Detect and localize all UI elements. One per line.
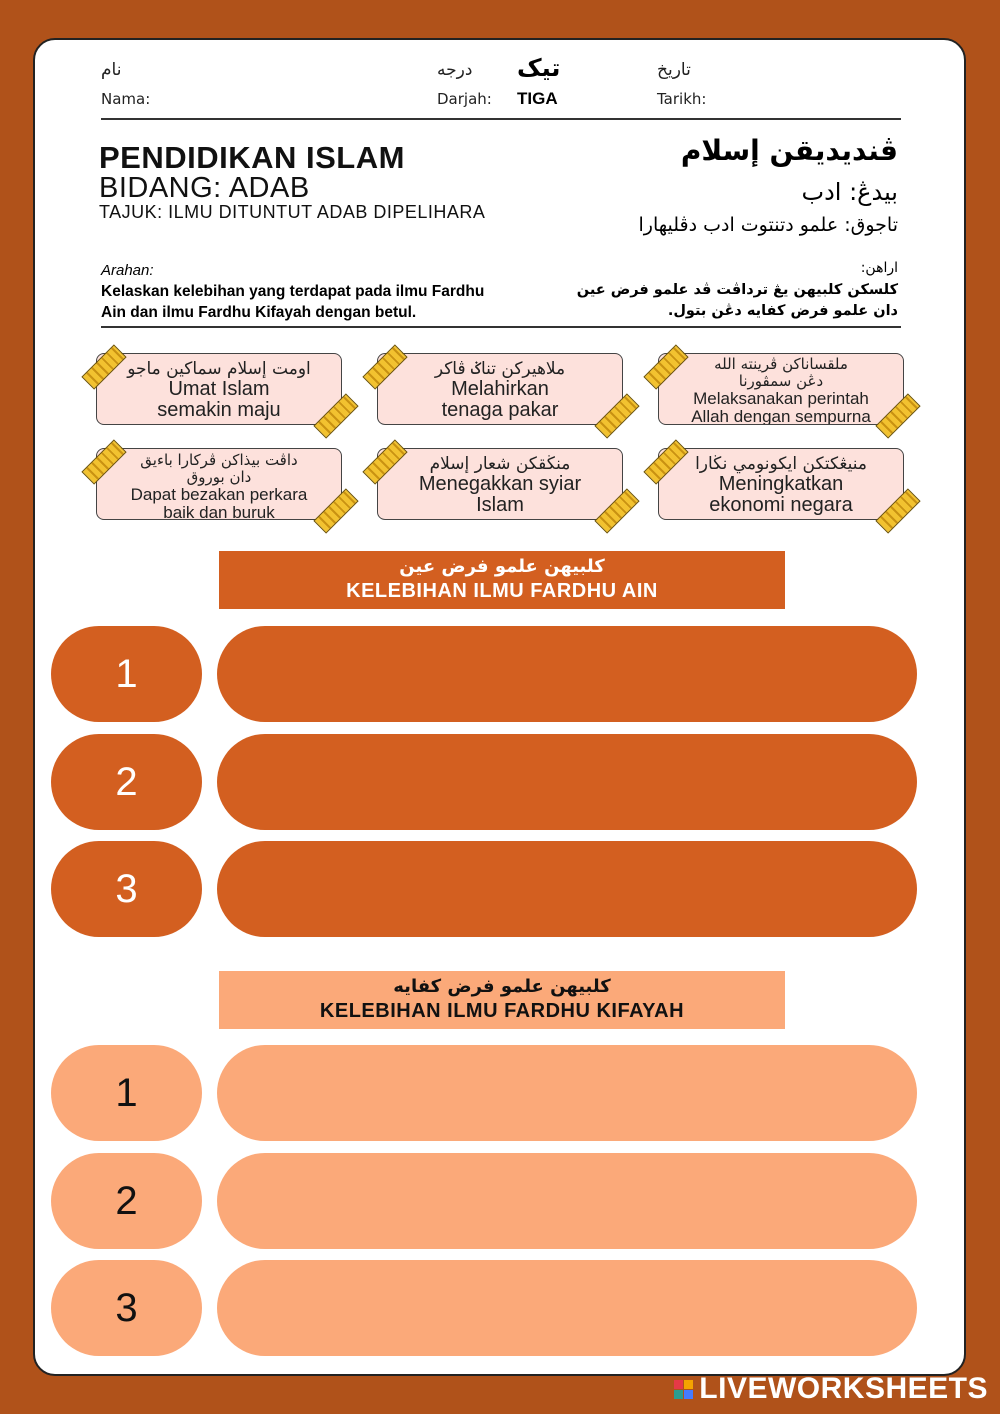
card-text: Islam bbox=[476, 494, 524, 516]
arahan-text-line: Ain dan ilmu Fardhu Kifayah dengan betul. bbox=[101, 304, 417, 321]
answer-card-perintah-allah[interactable] bbox=[658, 353, 904, 425]
answer-card-tenaga-pakar[interactable] bbox=[377, 353, 623, 425]
arahan-label: Arahan: bbox=[101, 262, 154, 279]
arahan-text-arabic-line: دان علمو فرض كفايه دڠن بتول. bbox=[667, 303, 898, 319]
tarikh-label: Tarikh: bbox=[657, 90, 707, 108]
page-title-arabic: ڤنديديقن إسلام bbox=[680, 134, 898, 167]
nama-label-arabic: نام bbox=[101, 60, 122, 80]
kifayah-drop-zone-2[interactable] bbox=[217, 1153, 917, 1249]
answer-card-syiar-islam[interactable] bbox=[377, 448, 623, 520]
arahan-label-arabic: اراهن: bbox=[860, 260, 898, 276]
card-text-arabic: اومت إسلام سماكين ماجو bbox=[127, 359, 311, 379]
ain-drop-zone-1[interactable] bbox=[217, 626, 917, 722]
header-divider bbox=[101, 118, 901, 120]
fardhu-ain-title: KELEBIHAN ILMU FARDHU AIN bbox=[346, 580, 658, 602]
bidang-title: BIDANG: ADAB bbox=[99, 172, 310, 204]
worksheet-page bbox=[33, 38, 966, 1376]
card-text: ekonomi negara bbox=[709, 494, 853, 516]
arahan-text bbox=[101, 281, 541, 323]
card-text: Melaksanakan perintah bbox=[693, 389, 869, 408]
card-text-arabic: دان بوروق bbox=[186, 468, 252, 486]
card-text: tenaga pakar bbox=[441, 399, 559, 421]
arahan-text-line: Kelaskan kelebihan yang terdapat pada ilmu Fardhu bbox=[101, 283, 485, 300]
darjah-label: Darjah: bbox=[437, 90, 492, 108]
kifayah-number-3: 3 bbox=[51, 1260, 202, 1356]
ain-number-2: 2 bbox=[51, 734, 202, 830]
card-text: Meningkatkan bbox=[718, 473, 844, 495]
card-text-arabic: دڠن سمڤورنا bbox=[738, 372, 824, 390]
fardhu-kifayah-title: KELEBIHAN ILMU FARDHU KIFAYAH bbox=[319, 1000, 685, 1022]
arahan-text-arabic-line: كلسكن كلبيهن يڠ ترداڤت ڤد علمو فرض عين bbox=[576, 282, 898, 298]
ain-drop-zone-3[interactable] bbox=[217, 841, 917, 937]
ain-drop-zone-2[interactable] bbox=[217, 734, 917, 830]
fardhu-ain-banner bbox=[219, 551, 785, 609]
card-text: Umat Islam bbox=[168, 378, 270, 400]
card-text: semakin maju bbox=[157, 399, 281, 421]
card-text-arabic: داڤت بيذاكن ڤركارا باءيق bbox=[140, 451, 298, 469]
tajuk-title: TAJUK: ILMU DITUNTUT ADAB DIPELIHARA bbox=[99, 202, 486, 222]
tarikh-label-arabic: تاريخ bbox=[657, 60, 691, 80]
liveworksheets-brand: LIVEWORKSHEETS bbox=[699, 1372, 988, 1405]
fardhu-ain-title-arabic: كلبيهن علمو فرض عين bbox=[399, 556, 605, 577]
kifayah-number-1: 1 bbox=[51, 1045, 202, 1141]
kifayah-drop-zone-1[interactable] bbox=[217, 1045, 917, 1141]
arahan-divider bbox=[101, 326, 901, 328]
card-text-arabic: ملقساناكن ڤرينته الله bbox=[714, 355, 848, 373]
page-title: PENDIDIKAN ISLAM bbox=[99, 140, 405, 175]
card-text-arabic: منيڠكتكن ايكونومي نڬارا bbox=[695, 454, 867, 474]
fardhu-kifayah-title-arabic: كلبيهن علمو فرض كفايه bbox=[393, 976, 611, 997]
arahan-text-arabic bbox=[538, 280, 898, 322]
answer-card-bezakan-perkara[interactable] bbox=[96, 448, 342, 520]
nama-label: Nama: bbox=[101, 90, 151, 108]
darjah-value: TIGA bbox=[517, 89, 558, 108]
bidang-title-arabic: بيدڠ: ادب bbox=[801, 178, 898, 206]
answer-card-umat-islam[interactable] bbox=[96, 353, 342, 425]
kifayah-number-2: 2 bbox=[51, 1153, 202, 1249]
darjah-label-arabic: درجه bbox=[437, 60, 473, 80]
darjah-value-arabic: تيک bbox=[517, 54, 561, 82]
card-text-arabic: ملاهيركن تناݢ ڤاكر bbox=[434, 359, 566, 379]
liveworksheets-logo-icon bbox=[674, 1380, 693, 1399]
kifayah-drop-zone-3[interactable] bbox=[217, 1260, 917, 1356]
tajuk-title-arabic: تاجوق: علمو دتنتوت ادب دڤليهارا bbox=[638, 214, 898, 236]
card-text-arabic: منڬقكن شعار إسلام bbox=[429, 454, 571, 474]
card-text: Dapat bezakan perkara bbox=[130, 485, 308, 504]
fardhu-kifayah-banner bbox=[219, 971, 785, 1029]
card-text: Allah dengan sempurna bbox=[691, 407, 871, 425]
ain-number-3: 3 bbox=[51, 841, 202, 937]
ain-number-1: 1 bbox=[51, 626, 202, 722]
answer-card-ekonomi-negara[interactable] bbox=[658, 448, 904, 520]
liveworksheets-logo[interactable] bbox=[674, 1372, 988, 1406]
card-text: Menegakkan syiar bbox=[418, 473, 582, 495]
card-text: baik dan buruk bbox=[163, 503, 275, 520]
card-text: Melahirkan bbox=[451, 378, 549, 400]
